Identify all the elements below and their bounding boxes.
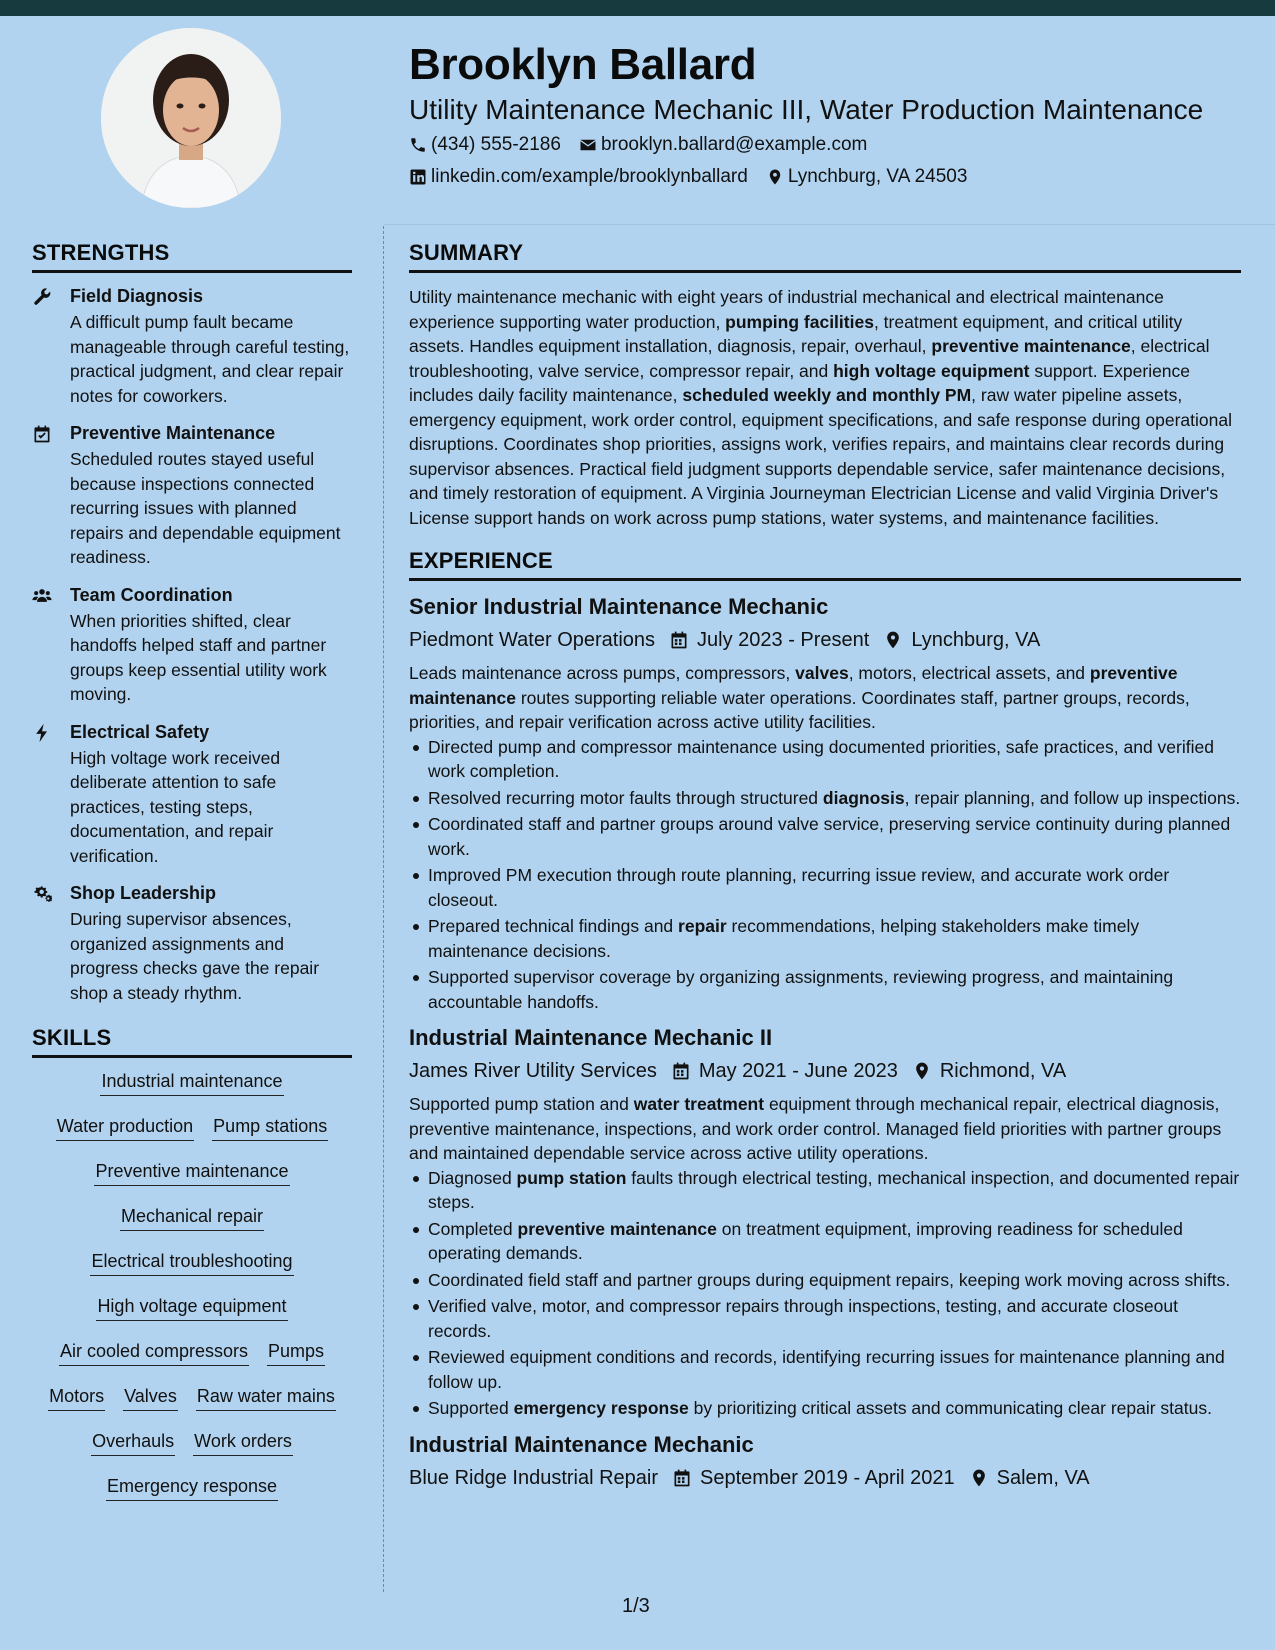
left-column [32, 240, 352, 1520]
skills-list [32, 1070, 352, 1520]
column-divider [383, 226, 384, 1592]
strength-title: Field Diagnosis [70, 286, 204, 306]
candidate-title: Utility Maintenance Mechanic III, Water Production Maintenance [409, 94, 1204, 125]
strength-title: Electrical Safety [70, 721, 210, 742]
job-dates [672, 1465, 955, 1491]
job-company [409, 1465, 658, 1491]
skill-row [39, 1385, 345, 1430]
contact-row-2 [409, 166, 985, 188]
job-location [969, 1465, 1090, 1491]
skill-tag: Electrical troubleshooting [90, 1250, 293, 1276]
job-location [883, 627, 1040, 653]
bullet-item [409, 1217, 1241, 1266]
strength-title: Shop Leadership [70, 883, 217, 903]
skill-row [85, 1160, 298, 1205]
emphasis-text: valves [795, 663, 849, 683]
skill-tag: Valves [123, 1385, 178, 1411]
calendar-icon [671, 1061, 691, 1081]
skill-row [97, 1475, 287, 1520]
job-entry [409, 593, 1241, 1014]
job-description [409, 1092, 1241, 1166]
strength-item [32, 584, 352, 707]
job-meta [409, 627, 1241, 653]
job-company [409, 1058, 657, 1084]
job-title: Senior Industrial Maintenance Mechanic [409, 594, 829, 619]
strength-description: High voltage work received deliberate attention to safe practices, testing steps, documentation, and repair verification. [70, 747, 281, 866]
strengths-heading: STRENGTHS [32, 240, 352, 273]
text-run: Supported [428, 1398, 514, 1418]
bullet-item [409, 863, 1241, 912]
candidate-name: Brooklyn Ballard [409, 40, 757, 89]
text-run: Reviewed equipment conditions and records, identifying recurring issues for maintenance planning and follow up. [428, 1347, 1225, 1392]
job-company [409, 627, 655, 653]
text-run: Prepared technical findings and [428, 916, 679, 936]
bullet-item [409, 1294, 1241, 1343]
strength-description: When priorities shifted, clear handoffs helped staff and partner groups keep essential utility work moving. [70, 610, 327, 704]
header-divider [384, 224, 1275, 225]
strength-description: A difficult pump fault became manageable through careful testing, practical judgment, and clear repair notes for coworkers. [70, 312, 350, 406]
location-contact [766, 166, 968, 188]
text-run: , treatment equipment, and critical utility assets. Handles equipment installation, diagnosis, repair, overhaul, [409, 311, 1183, 356]
bullet-item [409, 1268, 1241, 1293]
emphasis-text: preventive maintenance [931, 336, 1131, 356]
job-entry [409, 1431, 1241, 1491]
company-text: Blue Ridge Industrial Repair [409, 1466, 659, 1489]
calendar-check-icon [32, 422, 70, 570]
emphasis-text: pump station [516, 1167, 627, 1188]
bullet-item [409, 1396, 1241, 1421]
emphasis-text: preventive maintenance [517, 1218, 717, 1239]
bullet-item [409, 812, 1241, 861]
jobs-list [409, 593, 1241, 1491]
email-contact[interactable] [579, 134, 867, 156]
skill-tag: Air cooled compressors [59, 1340, 249, 1366]
calendar-icon [669, 630, 689, 650]
text-run: , repair planning, and follow up inspections. [904, 787, 1241, 808]
location-text: Richmond, VA [939, 1060, 1067, 1082]
bullet-item [409, 735, 1241, 784]
strength-title: Team Coordination [70, 584, 233, 605]
bullet-item [409, 914, 1241, 963]
strength-description: During supervisor absences, organized assignments and progress checks gave the repair shop a steady rhythm. [70, 909, 320, 1003]
text-run: Improved PM execution through route planning, recurring issue review, and accurate work order closeout. [428, 865, 1170, 910]
text-run: , electrical troubleshooting, valve service, compressor repair, and [409, 336, 1210, 381]
emphasis-text: scheduled weekly and monthly PM [682, 385, 972, 405]
dates-text: July 2023 - Present [697, 629, 870, 651]
skill-tag: Preventive maintenance [94, 1160, 289, 1186]
skill-row [47, 1115, 337, 1160]
skill-tag: Pumps [267, 1340, 325, 1366]
text-run: Supported pump station and [409, 1094, 634, 1114]
skill-tag: Motors [48, 1385, 105, 1411]
text-run: Directed pump and compressor maintenance using documented priorities, safe practices, and verified work completion. [428, 736, 1214, 781]
page-number: 1/3 [622, 1595, 650, 1617]
text-run: by prioritizing critical assets and communicating clear repair status. [688, 1398, 1212, 1418]
text-run: , raw water pipeline assets, emergency equipment, work order control, equipment specifications, and safe response during operational disruptions. Coordinates shop priorities, assigns work, verifies repairs, and maintains clear records during supervisor absences. Practical field judgment supports dependable service, safer maintenance decisions, and timely restoration of equipment. A Virginia Journeyman Electrician License and valid Virginia Driver's License support hands on work across pump stations, water systems, and maintenance facilities. [409, 385, 1232, 528]
skill-tag: Water production [56, 1115, 194, 1141]
text-run: Supported supervisor coverage by organizing assignments, reviewing progress, and maintaining accountable handoffs. [428, 967, 1174, 1012]
wrench-icon [32, 285, 70, 408]
job-title: Industrial Maintenance Mechanic II [409, 1025, 773, 1050]
job-bullets [409, 735, 1241, 1015]
strength-item [32, 422, 352, 570]
skill-tag: Mechanical repair [120, 1205, 264, 1231]
location-text: Lynchburg, VA 24503 [787, 166, 968, 187]
skills-heading: SKILLS [32, 1025, 352, 1058]
experience-heading: EXPERIENCE [409, 548, 1241, 581]
location-text: Salem, VA [996, 1466, 1090, 1489]
summary-text [409, 285, 1241, 530]
strength-title: Preventive Maintenance [70, 423, 276, 443]
bolt-icon [32, 721, 70, 869]
calendar-icon [672, 1468, 692, 1488]
text-run: equipment through mechanical repair, electrical diagnosis, preventive maintenance, inspections, and work order control. Managed field priorities with partner groups and maintained dependable service across active utility operations. [409, 1094, 1222, 1163]
profile-photo [101, 28, 281, 208]
job-description [409, 661, 1241, 735]
skill-tag: Pump stations [212, 1115, 328, 1141]
linkedin-icon [409, 168, 427, 186]
location-text: Lynchburg, VA [911, 629, 1041, 651]
contact-row-1 [409, 134, 885, 156]
text-run: on treatment equipment, improving readiness for scheduled operating demands. [428, 1218, 1183, 1263]
bullet-item [409, 1166, 1241, 1215]
emphasis-text: preventive maintenance [409, 663, 1178, 708]
skill-row [81, 1250, 302, 1295]
text-run: Coordinated staff and partner groups around valve service, preserving service continuity during planned work. [428, 814, 1231, 859]
text-run: recommendations, helping stakeholders make timely maintenance decisions. [428, 916, 1140, 961]
map-pin-icon [969, 1468, 989, 1488]
text-run: support. Experience includes daily facility maintenance, [409, 360, 1191, 405]
linkedin-contact[interactable] [409, 166, 748, 188]
skill-row [82, 1430, 302, 1475]
text-run: Diagnosed [428, 1167, 517, 1188]
emphasis-text: emergency response [513, 1398, 689, 1418]
emphasis-text: diagnosis [822, 787, 905, 808]
job-dates [671, 1058, 898, 1084]
bullet-item [409, 965, 1241, 1014]
skill-row [91, 1070, 292, 1115]
text-run: Leads maintenance across pumps, compressors, [409, 663, 796, 683]
right-column [409, 240, 1241, 1501]
gears-icon [32, 882, 70, 1005]
company-text: James River Utility Services [409, 1060, 657, 1082]
text-run: , motors, electrical assets, and [848, 663, 1090, 683]
dates-text: September 2019 - April 2021 [700, 1466, 955, 1489]
users-icon [32, 584, 70, 707]
skill-tag: Raw water mains [196, 1385, 336, 1411]
emphasis-text: high voltage equipment [833, 360, 1030, 381]
job-meta [409, 1058, 1241, 1084]
phone-text: (434) 555-2186 [431, 134, 561, 155]
email-text: brooklyn.ballard@example.com [600, 134, 868, 155]
bullet-item [409, 1345, 1241, 1394]
strength-item [32, 285, 352, 408]
phone-icon [409, 136, 427, 154]
map-pin-icon [883, 630, 903, 650]
skill-tag: Industrial maintenance [100, 1070, 283, 1096]
summary-heading: SUMMARY [409, 240, 1241, 273]
skill-row [50, 1340, 334, 1385]
text-run: Verified valve, motor, and compressor repairs through inspections, testing, and accurate closeout records. [428, 1296, 1178, 1341]
text-run: routes supporting reliable water operations. Coordinates staff, partner groups, records, priorities, and repair verification across active utility facilities. [409, 687, 1190, 732]
skill-tag: High voltage equipment [96, 1295, 287, 1321]
dates-text: May 2021 - June 2023 [698, 1060, 898, 1082]
strengths-list [32, 285, 352, 1005]
text-run: Completed [428, 1218, 518, 1239]
job-meta [409, 1465, 1241, 1491]
skill-tag: Work orders [193, 1430, 293, 1456]
emphasis-text: pumping facilities [725, 311, 874, 332]
top-bar [0, 0, 1275, 16]
bullet-item [409, 786, 1241, 811]
skill-row [111, 1205, 273, 1250]
strength-description: Scheduled routes stayed useful because inspections connected recurring issues with planned repairs and dependable equipment readiness. [70, 449, 341, 567]
text-run: Resolved recurring motor faults through structured [428, 787, 823, 808]
job-title: Industrial Maintenance Mechanic [409, 1431, 754, 1457]
emphasis-text: repair [678, 916, 727, 936]
text-run: faults through electrical testing, mechanical inspection, and documented repair steps. [428, 1167, 1240, 1212]
skill-row [87, 1295, 296, 1340]
job-dates [669, 627, 869, 653]
map-pin-icon [766, 168, 784, 186]
skill-tag: Overhauls [91, 1430, 175, 1456]
skill-tag: Emergency response [106, 1475, 278, 1501]
linkedin-text: linkedin.com/example/brooklynballard [431, 166, 748, 187]
job-entry [409, 1024, 1241, 1421]
map-pin-icon [912, 1061, 932, 1081]
strength-item [32, 882, 352, 1005]
company-text: Piedmont Water Operations [409, 629, 656, 651]
job-location [912, 1058, 1066, 1084]
emphasis-text: water treatment [633, 1094, 765, 1114]
text-run: Coordinated field staff and partner groups during equipment repairs, keeping work moving across shifts. [428, 1269, 1231, 1290]
phone-contact[interactable] [409, 134, 561, 156]
text-run: Utility maintenance mechanic with eight years of industrial mechanical and electrical maintenance experience supporting water production, [409, 287, 1164, 332]
job-bullets [409, 1166, 1241, 1421]
envelope-icon [579, 136, 597, 154]
strength-item [32, 721, 352, 869]
